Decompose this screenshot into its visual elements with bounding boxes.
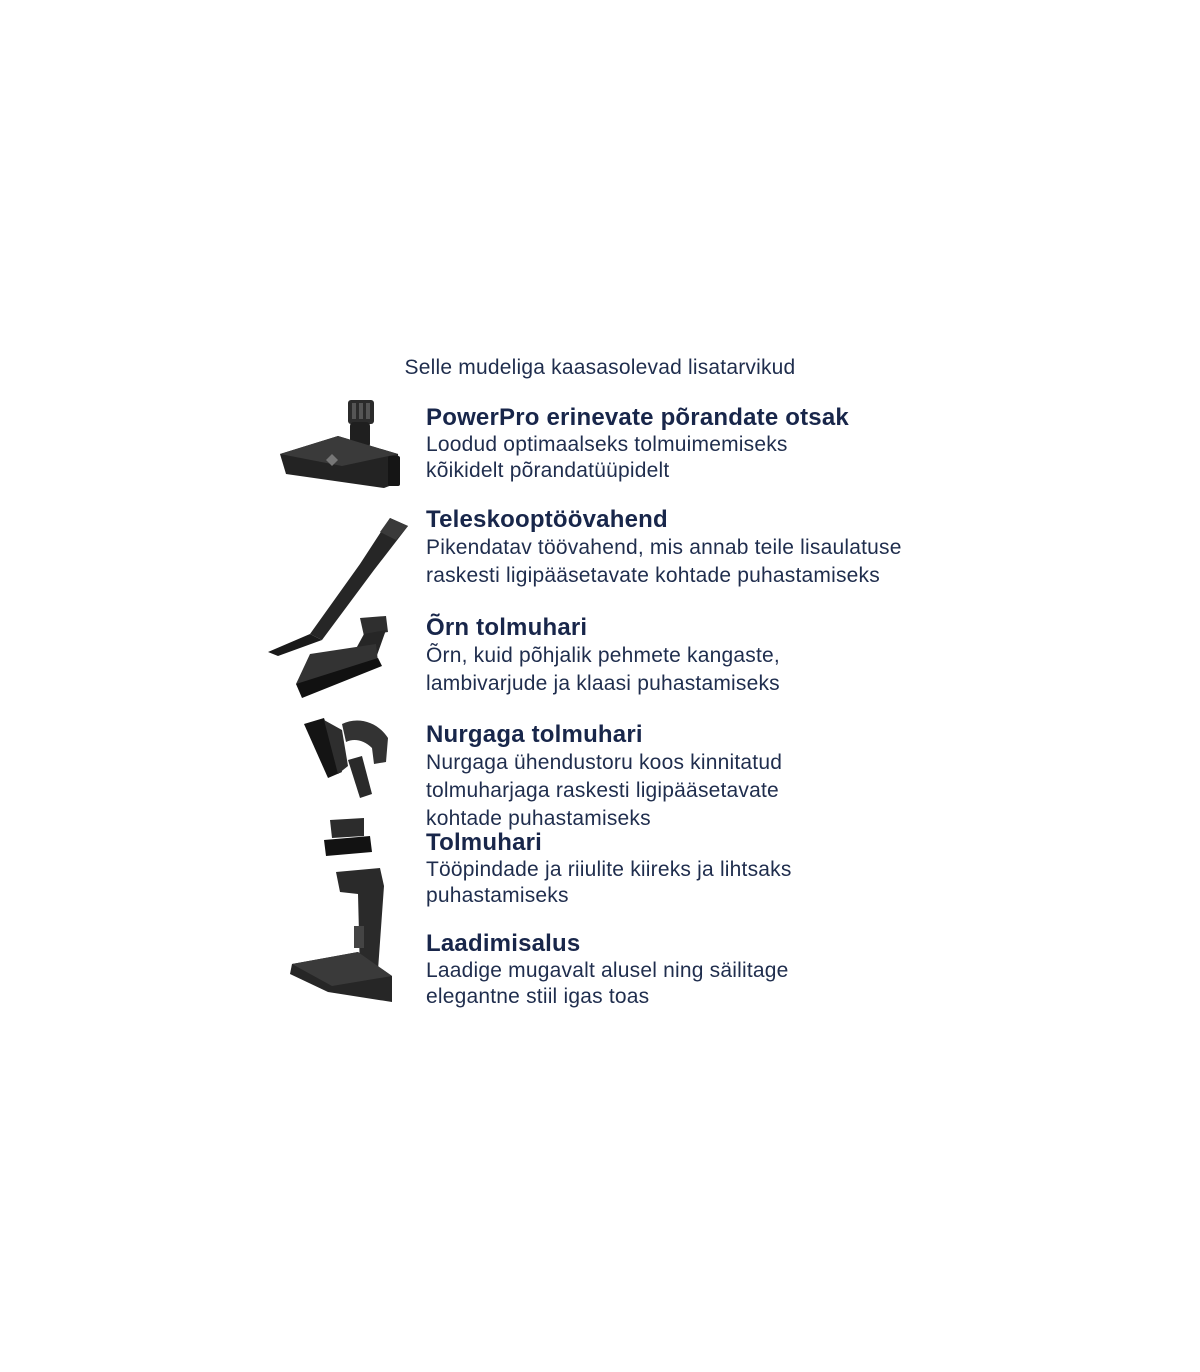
floor-nozzle-icon [276,396,408,490]
accessory-description: Pikendatav töövahend, mis annab teile lisaulatuse raskesti ligipääsetavate kohtade puhastamiseks [426,536,902,587]
accessory-dusting-brush [426,829,946,909]
accessory-description: Õrn, kuid põhjalik pehmete kangaste, lambivarjude ja klaasi puhastamiseks [426,644,780,695]
accessory-soft-brush [426,614,946,698]
accessory-telescopic-tool [426,506,946,590]
accessory-title: Teleskooptöövahend [426,506,668,533]
page-heading: Selle mudeliga kaasasolevad lisatarvikud [404,356,796,379]
accessory-charging-stand [426,930,946,1010]
accessory-angled-brush [426,721,946,833]
accessory-title: Tolmuhari [426,829,543,856]
accessory-title: PowerPro erinevate põrandate otsak [426,404,849,431]
accessory-title: Õrn tolmuhari [426,614,588,641]
dusting-brush-icon [320,818,376,858]
charging-stand-icon [288,866,398,1006]
accessory-description: Loodud optimaalseks tolmuimemiseks kõikidelt põrandatüüpidelt [426,433,788,482]
accessory-floor-nozzle [426,404,946,484]
accessory-description: Laadige mugavalt alusel ning säilitage elegantne stiil igas toas [426,959,789,1008]
soft-dusting-brush-icon [292,614,396,700]
accessory-description: Tööpindade ja riiulite kiireks ja lihtsaks puhastamiseks [426,858,792,907]
accessory-description: Nurgaga ühendustoru koos kinnitatud tolmuharjaga raskesti ligipääsetavate kohtade puhastamiseks [426,751,783,830]
accessory-title: Laadimisalus [426,930,581,957]
angled-dusting-brush-icon [298,716,394,800]
accessory-title: Nurgaga tolmuhari [426,721,643,748]
